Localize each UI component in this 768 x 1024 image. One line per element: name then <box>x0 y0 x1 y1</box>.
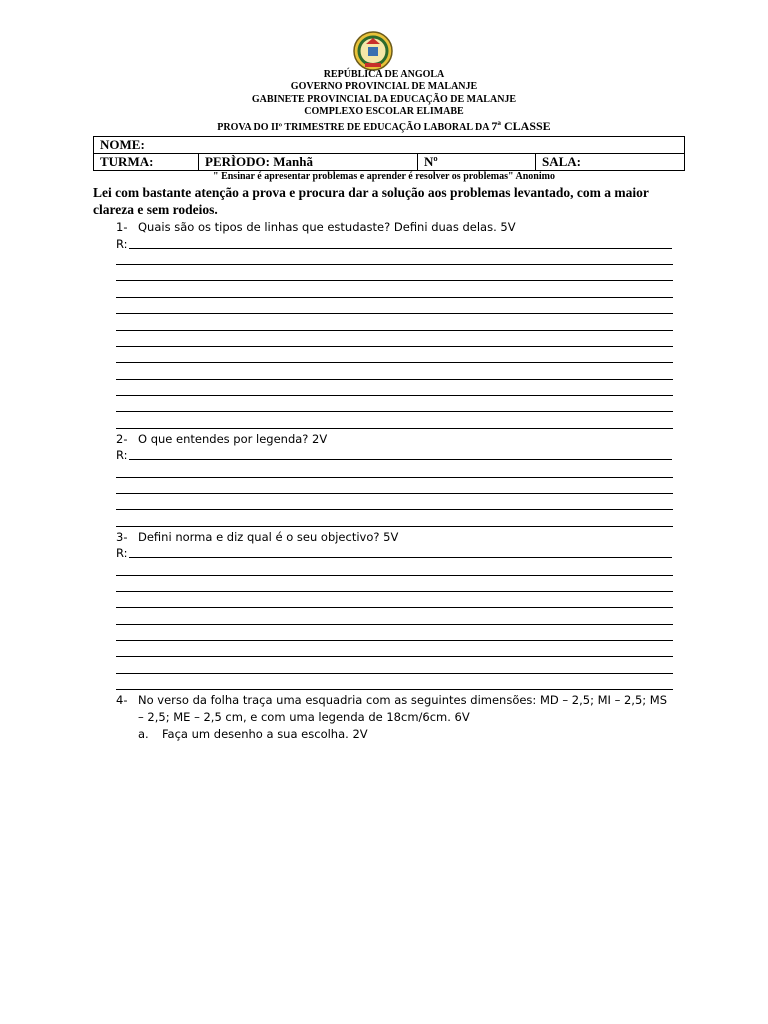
answer-line <box>116 330 673 331</box>
number-cell: Nº <box>418 154 536 171</box>
student-info-table <box>93 136 685 171</box>
exam-title-text: PROVA DO IIº TRIMESTRE DE EDUCAÇÃO LABORAL DA <box>217 122 489 133</box>
name-cell: NOME: <box>94 137 685 154</box>
answer-line <box>116 526 673 527</box>
class-cell: TURMA: <box>94 154 199 171</box>
answer-label-line <box>116 448 672 462</box>
question-number: 2- <box>116 432 128 446</box>
answer-line <box>116 428 673 429</box>
answer-line <box>116 509 673 510</box>
answer-line <box>116 607 673 608</box>
question-4a <box>138 726 368 742</box>
answer-line <box>116 379 673 380</box>
question-number: 1- <box>116 220 128 234</box>
question-text: Quais são os tipos de linhas que estudaste? Defini duas delas. 5V <box>138 220 516 234</box>
header-republic: REPÚBLICA DE ANGOLA <box>323 69 445 80</box>
sub-question-number: a. <box>138 727 149 741</box>
answer-line <box>116 362 673 363</box>
answer-line <box>116 640 673 641</box>
instruction: Lei com bastante atenção a prova e procura dar a solução aos problemas levantado, com a maior clareza e sem rodeios. <box>93 185 649 217</box>
exam-title <box>0 120 768 134</box>
answer-label-line <box>116 237 672 251</box>
header-government: GOVERNO PROVINCIAL DE MALANJE <box>290 81 478 92</box>
question-2 <box>116 431 327 447</box>
answer-line <box>116 624 673 625</box>
question-text: Defini norma e diz qual é o seu objectivo? 5V <box>138 530 399 544</box>
answer-label-line <box>116 546 672 560</box>
question-number: 4- <box>116 693 128 707</box>
header-school: COMPLEXO ESCOLAR ELIMABE <box>304 106 464 117</box>
answer-line <box>116 280 673 281</box>
question-text: O que entendes por legenda? 2V <box>138 432 328 446</box>
exam-class: 7ª CLASSE <box>491 119 551 133</box>
question-4 <box>116 692 676 726</box>
answer-line <box>116 689 673 690</box>
answer-line <box>116 656 673 657</box>
quote: " Ensinar é apresentar problemas e aprender é resolver os problemas" Anonimo <box>213 171 555 182</box>
room-cell: SALA: <box>536 154 685 171</box>
answer-line <box>116 346 673 347</box>
coat-of-arms-emblem <box>348 30 398 72</box>
answer-line <box>116 313 673 314</box>
period-cell: PERÌODO: Manhã <box>199 154 418 171</box>
answer-label: R: <box>116 546 128 560</box>
question-1 <box>116 219 516 235</box>
answer-line <box>116 477 673 478</box>
answer-line <box>116 395 673 396</box>
answer-line <box>116 673 673 674</box>
answer-line <box>116 297 673 298</box>
question-3 <box>116 529 398 545</box>
header-cabinet: GABINETE PROVINCIAL DA EDUCAÇÃO DE MALANJE <box>251 94 517 105</box>
sub-question-text: Faça um desenho a sua escolha. 2V <box>162 727 368 741</box>
answer-label: R: <box>116 237 128 251</box>
answer-line <box>116 411 673 412</box>
question-text: No verso da folha traça uma esquadria com as seguintes dimensões: MD – 2,5; MI – 2,5; MS – 2,5; ME – 2,5 cm, e com uma legenda de 18cm/6cm. 6V <box>138 693 668 724</box>
answer-line <box>116 264 673 265</box>
question-number: 3- <box>116 530 128 544</box>
answer-line <box>116 591 673 592</box>
answer-label: R: <box>116 448 128 462</box>
answer-line <box>116 575 673 576</box>
answer-line <box>116 493 673 494</box>
